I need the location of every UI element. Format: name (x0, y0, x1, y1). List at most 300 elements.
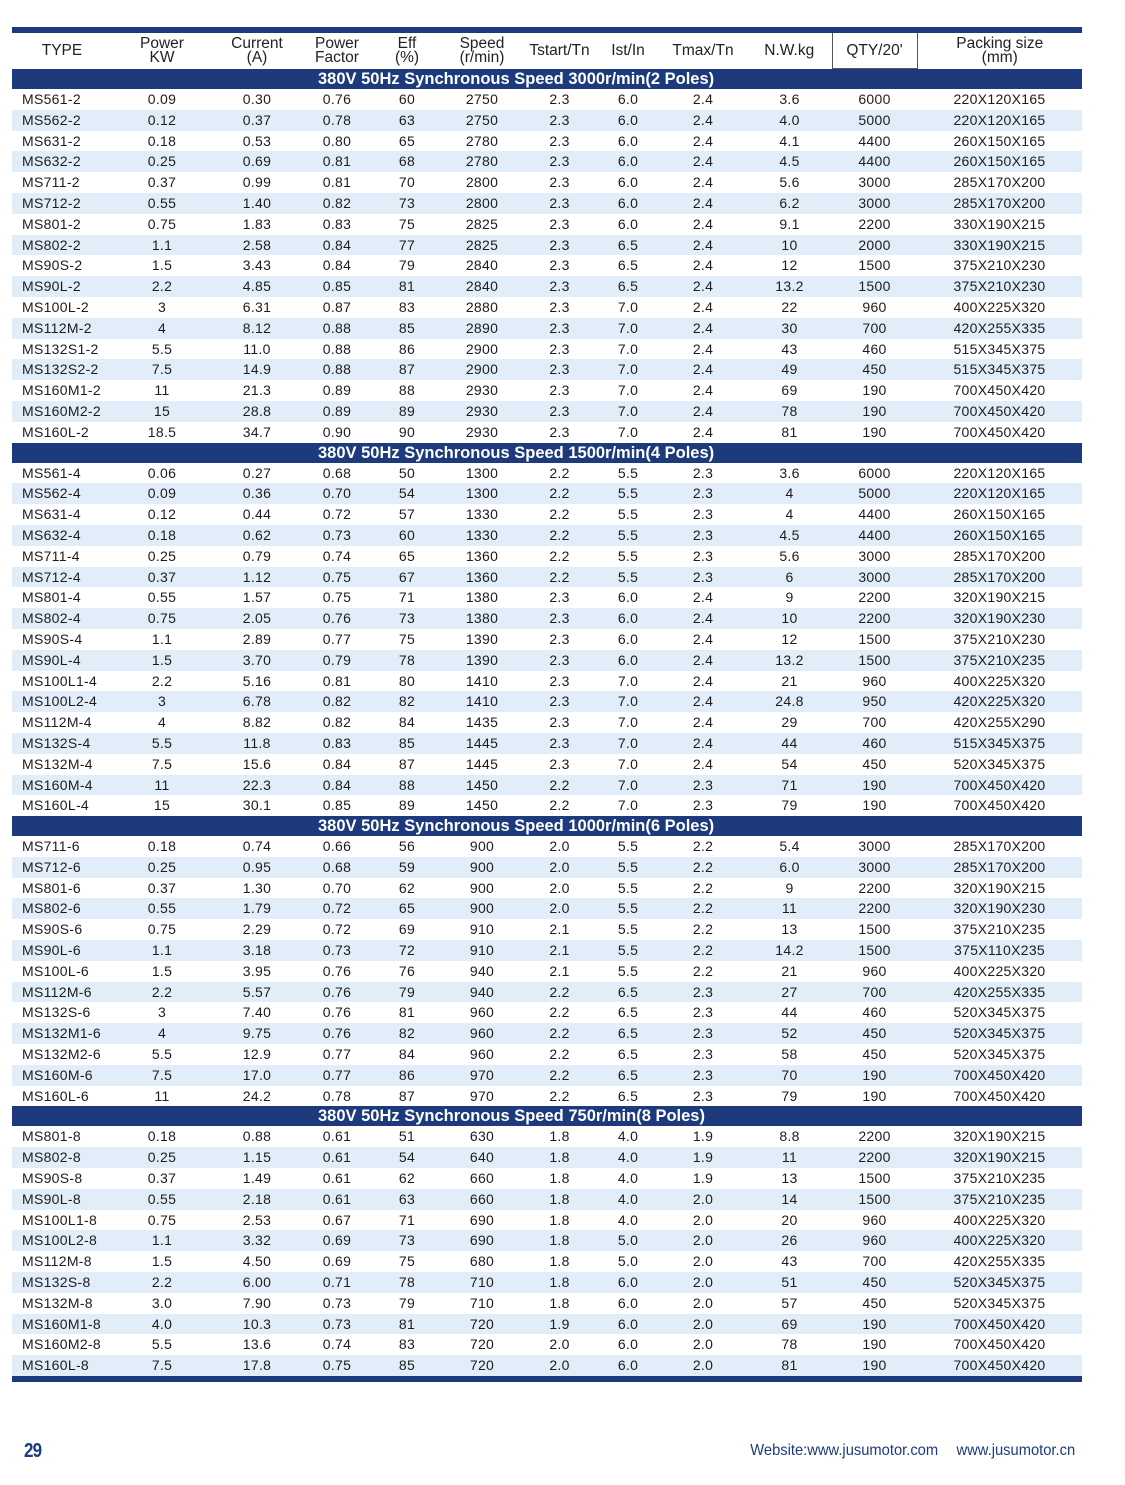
cell-net-weight: 4 (785, 506, 794, 523)
cell-speed: 680 (469, 1253, 495, 1270)
cell-power-factor: 0.73 (302, 525, 372, 546)
cell-tmax-tn: 2.4 (659, 359, 747, 380)
cell-type: MS100L1-8 (22, 1211, 98, 1228)
table-row (12, 940, 1082, 961)
motor-spec-table (12, 33, 1082, 1376)
cell-power-kw: 0.18 (147, 132, 177, 149)
cell-ist-in: 7.0 (617, 298, 639, 315)
cell-current: 17.8 (212, 1355, 302, 1376)
header-label: Current (231, 34, 283, 52)
cell-power-factor: 0.80 (322, 132, 352, 149)
cell-type: MS562-4 (12, 483, 112, 504)
cell-net-weight: 71 (747, 775, 832, 796)
cell-packing-size: 420X225X320 (917, 691, 1082, 712)
cell-power-factor: 0.77 (322, 630, 352, 647)
cell-power-kw: 0.25 (147, 547, 177, 564)
cell-qty-20ft: 460 (862, 1004, 887, 1021)
cell-current: 34.7 (242, 423, 272, 440)
cell-power-factor: 0.76 (322, 1004, 352, 1021)
cell-tstart-tn: 2.3 (549, 215, 570, 232)
cell-speed: 2930 (465, 382, 499, 399)
cell-ist-in: 5.0 (597, 1230, 659, 1251)
cell-tmax-tn: 2.4 (659, 733, 747, 754)
cell-power-kw: 1.1 (112, 1230, 212, 1251)
cell-speed: 690 (442, 1230, 522, 1251)
cell-packing-size: 700X450X420 (953, 797, 1046, 814)
cell-type: MS100L1-4 (22, 672, 98, 689)
cell-current: 17.0 (212, 1065, 302, 1086)
cell-power-factor: 0.81 (322, 672, 352, 689)
cell-speed: 1380 (465, 589, 499, 606)
cell-packing-size: 515X345X375 (917, 733, 1082, 754)
cell-qty-20ft: 450 (832, 1023, 917, 1044)
cell-net-weight: 9 (785, 589, 794, 606)
cell-qty-20ft: 4400 (832, 151, 917, 172)
table-row (12, 754, 1082, 775)
cell-tstart-tn: 2.2 (549, 1046, 570, 1063)
cell-ist-in: 7.0 (617, 714, 639, 731)
cell-tmax-tn: 2.3 (692, 506, 714, 523)
cell-power-factor: 0.73 (302, 940, 372, 961)
cell-speed: 690 (469, 1211, 495, 1228)
cell-current: 2.29 (242, 921, 272, 938)
cell-power-kw: 1.5 (112, 650, 212, 671)
cell-efficiency: 65 (372, 898, 442, 919)
cell-type: MS100L-6 (22, 962, 89, 979)
cell-speed: 1450 (465, 797, 499, 814)
website-link-cn[interactable]: www.jusumotor.cn (956, 1442, 1075, 1459)
table-row (12, 919, 1082, 940)
cell-packing-size: 420X255X335 (917, 318, 1082, 339)
cell-ist-in: 6.0 (617, 215, 639, 232)
cell-current: 8.12 (212, 318, 302, 339)
cell-qty-20ft: 190 (862, 423, 887, 440)
cell-power-kw: 7.5 (151, 755, 173, 772)
header-efficiency (372, 33, 442, 69)
table-row (12, 1002, 1082, 1023)
cell-net-weight: 44 (781, 1004, 798, 1021)
cell-net-weight: 9 (785, 879, 794, 896)
table-row (12, 671, 1082, 692)
cell-tstart-tn: 1.8 (522, 1189, 597, 1210)
cell-current: 0.88 (242, 1128, 272, 1145)
cell-speed: 1445 (442, 733, 522, 754)
cell-power-kw: 11 (154, 1087, 170, 1104)
cell-speed: 2900 (465, 340, 499, 357)
cell-speed: 900 (442, 898, 522, 919)
cell-tstart-tn: 1.8 (549, 1128, 570, 1145)
header-power-factor (302, 33, 372, 69)
cell-tmax-tn: 2.4 (692, 174, 714, 191)
cell-current: 0.37 (212, 110, 302, 131)
cell-power-kw: 0.12 (112, 110, 212, 131)
cell-current: 1.57 (242, 589, 272, 606)
cell-net-weight: 4.0 (747, 110, 832, 131)
cell-packing-size: 375X210X235 (953, 1170, 1046, 1187)
cell-tstart-tn: 2.3 (522, 276, 597, 297)
cell-current: 22.3 (212, 775, 302, 796)
cell-packing-size: 320X190X215 (953, 879, 1046, 896)
cell-speed: 960 (469, 1046, 495, 1063)
cell-tmax-tn: 2.4 (659, 608, 747, 629)
table-row (12, 297, 1082, 318)
cell-efficiency: 68 (372, 151, 442, 172)
cell-tmax-tn: 2.4 (692, 340, 714, 357)
cell-packing-size: 700X450X420 (917, 1355, 1082, 1376)
header-speed (442, 33, 522, 69)
cell-current: 5.16 (242, 672, 272, 689)
cell-power-factor: 0.85 (322, 797, 352, 814)
cell-tstart-tn: 2.1 (549, 962, 570, 979)
cell-net-weight: 52 (747, 1023, 832, 1044)
cell-packing-size: 700X450X420 (917, 775, 1082, 796)
cell-qty-20ft: 190 (862, 797, 887, 814)
cell-efficiency: 78 (372, 1272, 442, 1293)
bottom-rule (12, 1376, 1082, 1382)
cell-power-kw: 0.18 (112, 525, 212, 546)
cell-power-kw: 7.5 (112, 1065, 212, 1086)
cell-tstart-tn: 2.3 (549, 298, 570, 315)
cell-net-weight: 6.0 (747, 857, 832, 878)
cell-net-weight: 57 (781, 1294, 798, 1311)
cell-packing-size: 320X190X215 (953, 589, 1046, 606)
cell-ist-in: 6.0 (617, 174, 639, 191)
cell-speed: 2780 (442, 151, 522, 172)
cell-tmax-tn: 2.2 (692, 879, 714, 896)
section-header (12, 1106, 1082, 1126)
table-row (12, 151, 1082, 172)
cell-power-kw: 7.5 (112, 1355, 212, 1376)
cell-power-kw: 11 (154, 382, 170, 399)
cell-net-weight: 10 (747, 235, 832, 256)
cell-qty-20ft: 190 (862, 1336, 887, 1353)
cell-current: 5.57 (212, 982, 302, 1003)
cell-ist-in: 4.0 (617, 1211, 639, 1228)
cell-tstart-tn: 2.0 (549, 838, 570, 855)
cell-net-weight: 79 (781, 797, 798, 814)
header-label: Tmax/Tn (672, 41, 734, 59)
cell-speed: 1435 (465, 714, 499, 731)
table-row (12, 1210, 1082, 1231)
cell-tstart-tn: 2.3 (549, 672, 570, 689)
cell-type: MS160L-4 (22, 797, 89, 814)
cell-speed: 720 (442, 1355, 522, 1376)
cell-efficiency: 87 (398, 755, 416, 772)
header-row (12, 33, 1082, 69)
cell-efficiency: 75 (398, 1253, 416, 1270)
cell-net-weight: 54 (781, 755, 798, 772)
cell-packing-size: 520X345X375 (953, 1294, 1046, 1311)
cell-packing-size: 285X170X200 (953, 174, 1046, 191)
cell-current: 1.49 (242, 1170, 272, 1187)
cell-power-kw: 4 (112, 1023, 212, 1044)
table-row (12, 1230, 1082, 1251)
cell-net-weight: 24.8 (747, 691, 832, 712)
cell-tmax-tn: 2.4 (659, 235, 747, 256)
table-row (12, 504, 1082, 525)
cell-efficiency: 85 (372, 733, 442, 754)
cell-type: MS132S-6 (22, 1004, 91, 1021)
cell-current: 0.53 (242, 132, 272, 149)
cell-speed: 940 (442, 982, 522, 1003)
cell-net-weight: 12 (781, 630, 798, 647)
cell-net-weight: 14 (747, 1189, 832, 1210)
cell-tmax-tn: 2.3 (659, 982, 747, 1003)
table-row (12, 214, 1082, 235)
cell-tmax-tn: 2.0 (659, 1314, 747, 1335)
cell-speed: 910 (469, 921, 495, 938)
cell-qty-20ft: 2200 (858, 589, 891, 606)
cell-ist-in: 5.5 (617, 879, 639, 896)
cell-power-factor: 0.84 (322, 755, 352, 772)
cell-ist-in: 5.5 (617, 838, 639, 855)
cell-current: 1.79 (212, 898, 302, 919)
cell-qty-20ft: 190 (862, 382, 887, 399)
cell-power-factor: 0.75 (302, 1355, 372, 1376)
header-net-weight (747, 33, 832, 69)
cell-tmax-tn: 2.4 (659, 193, 747, 214)
cell-qty-20ft: 3000 (832, 567, 917, 588)
cell-net-weight: 3.6 (779, 91, 800, 107)
table-row (12, 255, 1082, 276)
cell-power-kw: 7.5 (112, 359, 212, 380)
cell-tstart-tn: 2.2 (549, 797, 570, 814)
header-label: Tstart/Tn (529, 41, 590, 59)
cell-tstart-tn: 2.3 (522, 359, 597, 380)
page-number: 29 (24, 1440, 42, 1462)
cell-tstart-tn: 2.2 (522, 525, 597, 546)
cell-speed: 710 (469, 1294, 495, 1311)
section-header-cell (12, 443, 1082, 463)
cell-ist-in: 4.0 (617, 1170, 639, 1187)
cell-tstart-tn: 1.8 (522, 1272, 597, 1293)
table-row (12, 878, 1082, 899)
cell-power-kw: 3 (112, 691, 212, 712)
table-row (12, 546, 1082, 567)
cell-efficiency: 75 (398, 215, 416, 232)
cell-net-weight: 81 (747, 1355, 832, 1376)
cell-packing-size: 375X210X235 (917, 650, 1082, 671)
cell-current: 15.6 (242, 755, 272, 772)
cell-power-kw: 0.55 (112, 193, 212, 214)
cell-tstart-tn: 1.8 (549, 1294, 570, 1311)
header-label: QTY/20' (846, 41, 903, 59)
cell-net-weight: 30 (747, 318, 832, 339)
cell-tstart-tn: 2.0 (522, 857, 597, 878)
cell-current: 11.0 (243, 340, 271, 357)
cell-ist-in: 6.0 (597, 608, 659, 629)
cell-type: MS632-2 (12, 151, 112, 172)
cell-speed: 2825 (465, 215, 499, 232)
cell-power-kw: 4 (112, 318, 212, 339)
cell-speed: 940 (469, 962, 495, 979)
header-packing-size (917, 33, 1082, 69)
table-row (12, 1355, 1082, 1376)
cell-type: MS562-2 (12, 110, 112, 131)
cell-tmax-tn: 2.0 (692, 1253, 714, 1270)
cell-type: MS132S-4 (12, 733, 112, 754)
cell-tmax-tn: 2.4 (659, 318, 747, 339)
cell-type: MS132M-4 (22, 755, 93, 772)
cell-ist-in: 7.0 (597, 401, 659, 422)
cell-type: MS132S1-2 (22, 340, 99, 357)
cell-efficiency: 63 (372, 1189, 442, 1210)
cell-qty-20ft: 190 (832, 1314, 917, 1335)
cell-ist-in: 5.5 (617, 921, 639, 938)
cell-qty-20ft: 1500 (832, 1189, 917, 1210)
cell-net-weight: 29 (781, 714, 798, 731)
cell-efficiency: 73 (372, 1230, 442, 1251)
cell-tmax-tn: 2.4 (659, 401, 747, 422)
cell-efficiency: 76 (398, 962, 416, 979)
cell-power-kw: 2.2 (112, 982, 212, 1003)
cell-speed: 900 (442, 857, 522, 878)
cell-power-factor: 0.70 (322, 879, 352, 896)
table-row (12, 380, 1082, 401)
cell-current: 11.8 (212, 733, 302, 754)
cell-power-kw: 0.18 (147, 1128, 177, 1145)
table-row (12, 401, 1082, 422)
cell-type: MS132M-8 (22, 1294, 93, 1311)
cell-ist-in: 7.0 (597, 691, 659, 712)
cell-power-factor: 0.85 (302, 276, 372, 297)
cell-tstart-tn: 1.9 (522, 1314, 597, 1335)
cell-qty-20ft: 950 (832, 691, 917, 712)
cell-ist-in: 6.5 (617, 1004, 639, 1021)
cell-speed: 970 (442, 1065, 522, 1086)
cell-power-kw: 1.5 (151, 962, 173, 979)
cell-tmax-tn: 2.2 (692, 838, 714, 855)
cell-packing-size: 375X210X230 (953, 257, 1046, 274)
cell-ist-in: 6.5 (597, 276, 659, 297)
cell-packing-size: 320X190X230 (917, 898, 1082, 919)
cell-tstart-tn: 2.3 (549, 132, 570, 149)
cell-power-factor: 0.89 (302, 401, 372, 422)
cell-power-factor: 0.61 (302, 1147, 372, 1168)
cell-power-factor: 0.68 (322, 464, 352, 481)
cell-efficiency: 65 (398, 132, 416, 149)
cell-type: MS90L-6 (12, 940, 112, 961)
cell-efficiency: 80 (398, 672, 416, 689)
cell-power-factor: 0.72 (302, 898, 372, 919)
cell-power-factor: 0.71 (302, 1272, 372, 1293)
cell-packing-size: 375X210X230 (917, 276, 1082, 297)
table-row (12, 1314, 1082, 1335)
cell-tmax-tn: 2.2 (659, 940, 747, 961)
cell-efficiency: 62 (398, 879, 416, 896)
cell-power-kw: 5.5 (112, 733, 212, 754)
cell-tmax-tn: 2.4 (659, 650, 747, 671)
cell-qty-20ft: 2200 (858, 879, 891, 896)
cell-tstart-tn: 2.3 (549, 755, 570, 772)
cell-net-weight: 49 (747, 359, 832, 380)
header-label: Eff (397, 34, 417, 52)
cell-qty-20ft: 1500 (832, 940, 917, 961)
cell-tmax-tn: 2.3 (692, 1046, 714, 1063)
cell-power-kw: 0.37 (112, 567, 212, 588)
cell-power-kw: 4.0 (112, 1314, 212, 1335)
cell-tmax-tn: 2.4 (659, 110, 747, 131)
cell-type: MS90S-4 (22, 630, 83, 647)
cell-qty-20ft: 4400 (832, 525, 917, 546)
cell-tstart-tn: 1.8 (549, 1211, 570, 1228)
cell-current: 3.32 (212, 1230, 302, 1251)
cell-tstart-tn: 2.3 (522, 235, 597, 256)
cell-efficiency: 60 (398, 91, 416, 107)
cell-tstart-tn: 2.3 (549, 382, 570, 399)
cell-speed: 1330 (465, 506, 499, 523)
cell-efficiency: 79 (398, 1294, 416, 1311)
cell-packing-size: 260X150X165 (917, 525, 1082, 546)
cell-power-factor: 0.77 (322, 1046, 352, 1063)
cell-power-kw: 15 (153, 797, 171, 814)
cell-ist-in: 7.0 (597, 775, 659, 796)
cell-speed: 2890 (442, 318, 522, 339)
table-row (12, 712, 1082, 733)
cell-power-factor: 0.76 (322, 91, 352, 107)
cell-type: MS160M1-2 (22, 382, 101, 399)
cell-efficiency: 85 (372, 318, 442, 339)
cell-tstart-tn: 2.3 (522, 151, 597, 172)
cell-speed: 960 (469, 1004, 495, 1021)
cell-power-kw: 1.1 (112, 235, 212, 256)
cell-type: MS711-4 (22, 547, 80, 564)
cell-type: MS160L-8 (12, 1355, 112, 1376)
cell-speed: 640 (442, 1147, 522, 1168)
table-row (12, 1272, 1082, 1293)
cell-tstart-tn: 2.3 (522, 193, 597, 214)
cell-current: 3.43 (242, 257, 272, 274)
cell-tstart-tn: 2.0 (522, 1355, 597, 1376)
cell-qty-20ft: 700 (832, 318, 917, 339)
cell-ist-in: 5.5 (597, 857, 659, 878)
header-tstart-tn (522, 33, 597, 69)
header-label: TYPE (41, 41, 83, 59)
cell-net-weight: 12 (781, 257, 798, 274)
cell-qty-20ft: 2200 (832, 1147, 917, 1168)
cell-power-kw: 1.5 (151, 257, 173, 274)
cell-qty-20ft: 450 (832, 359, 917, 380)
cell-current: 12.9 (242, 1046, 272, 1063)
cell-ist-in: 6.0 (617, 132, 639, 149)
cell-tmax-tn: 2.4 (659, 276, 747, 297)
section-header (12, 443, 1082, 463)
website-link-com[interactable]: Website:www.jusumotor.com (750, 1442, 938, 1459)
cell-power-factor: 0.84 (322, 257, 352, 274)
cell-net-weight: 43 (781, 340, 798, 357)
header-unit: (%) (394, 48, 420, 66)
cell-tstart-tn: 2.2 (549, 547, 570, 564)
cell-current: 0.62 (212, 525, 302, 546)
cell-tstart-tn: 2.1 (549, 921, 570, 938)
cell-current: 8.82 (242, 714, 272, 731)
cell-qty-20ft: 5000 (832, 110, 917, 131)
header-power-kw (112, 33, 212, 69)
table-row (12, 359, 1082, 380)
cell-ist-in: 6.0 (597, 1314, 659, 1335)
cell-power-factor: 0.72 (322, 506, 352, 523)
cell-current: 4.50 (242, 1253, 272, 1270)
table-row (12, 422, 1082, 443)
cell-ist-in: 6.5 (597, 1065, 659, 1086)
section-header-cell (12, 816, 1082, 836)
cell-packing-size: 700X450X420 (917, 401, 1082, 422)
cell-power-factor: 0.72 (322, 921, 352, 938)
cell-ist-in: 5.5 (597, 525, 659, 546)
cell-current: 10.3 (212, 1314, 302, 1335)
cell-tstart-tn: 2.2 (549, 506, 570, 523)
cell-type: MS801-8 (22, 1128, 81, 1145)
